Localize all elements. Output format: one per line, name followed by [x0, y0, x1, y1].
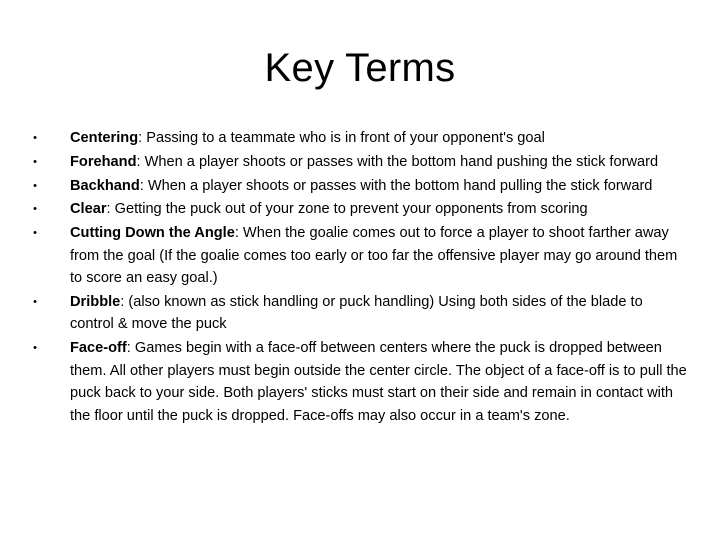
term-definition: : When the goalie comes out to force a player to shoot farther away from the goal (If the goalie comes too early or too far the offensive player may go around them to score an easy goal.)	[70, 225, 678, 287]
bullet-icon: •	[33, 227, 37, 240]
term-name: Face-off	[70, 340, 127, 357]
bullet-icon: •	[33, 155, 37, 168]
term-item-forehand	[30, 151, 690, 174]
term-item-clear	[30, 198, 690, 221]
slide-title: Key Terms	[264, 46, 456, 90]
bullet-icon: •	[33, 342, 37, 355]
term-definition: : When a player shoots or passes with the bottom hand pushing the stick forward	[136, 153, 659, 170]
term-definition: : Passing to a teammate who is in front of your opponent's goal	[138, 130, 545, 146]
bullet-icon: •	[33, 295, 37, 308]
term-name: Clear	[70, 201, 107, 218]
term-item-backhand	[30, 175, 690, 198]
term-item-dribble	[30, 291, 690, 336]
term-definition: : Games begin with a face-off between centers where the puck is dropped between them. All other players must begin outside the center circle. The object of a face-off is to pull the puck back to your side. Both players' sticks must start on their side and remain in contact with the floor until the puck is dropped. Face-offs may also occur in a team's zone.	[70, 340, 687, 424]
bullet-icon: •	[33, 203, 37, 216]
term-item-cutting-down-the-angle	[30, 222, 690, 290]
term-definition: : When a player shoots or passes with the bottom hand pulling the stick forward	[139, 177, 653, 194]
bullet-icon: •	[33, 179, 37, 192]
term-name: Centering	[70, 130, 139, 146]
term-name: Cutting Down the Angle	[70, 225, 235, 242]
term-item-face-off	[30, 337, 690, 427]
key-terms-list	[30, 127, 690, 429]
term-name: Forehand	[70, 153, 137, 170]
term-name: Dribble	[70, 293, 121, 310]
term-name: Backhand	[70, 177, 140, 194]
bullet-icon: •	[33, 132, 37, 144]
term-definition: : (also known as stick handling or puck handling) Using both sides of the blade to control & move the puck	[70, 293, 643, 333]
term-definition: : Getting the puck out of your zone to prevent your opponents from scoring	[106, 201, 588, 218]
term-item-centering	[30, 127, 690, 150]
